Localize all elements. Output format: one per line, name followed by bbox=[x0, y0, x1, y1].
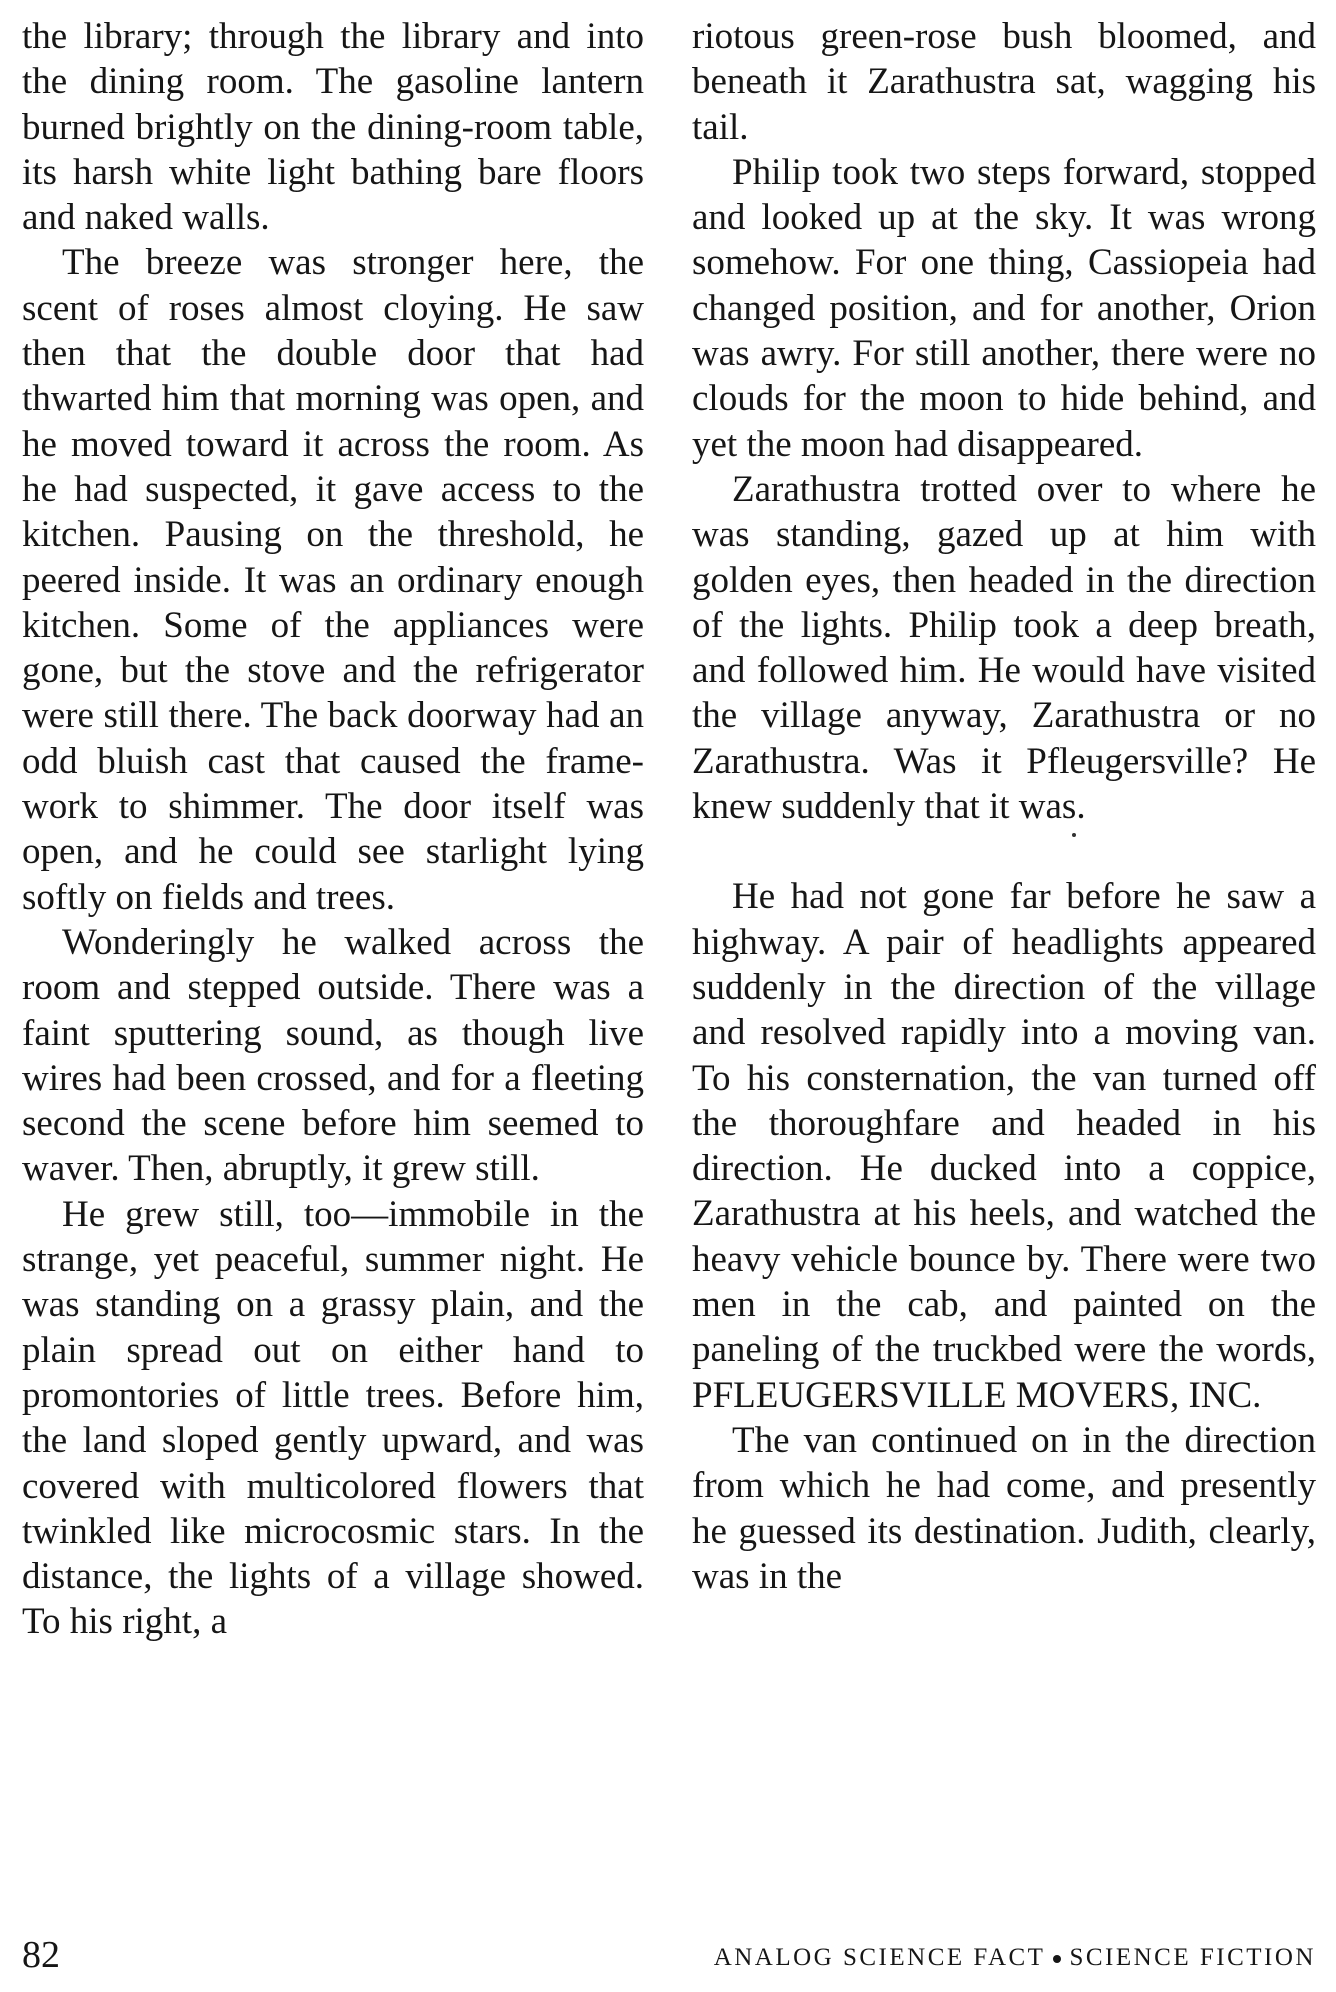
page-footer bbox=[22, 1930, 1316, 1980]
section-break-dot bbox=[1072, 833, 1076, 837]
paragraph: He grew still, too—immobile in the strange, yet peaceful, summer night. He was standing on a grassy plain, and the plain spread out on either hand to promontories of little trees. Before him, the land sloped gently upward, and was covered with multicolored flowers that twinkled like microcosmic stars. In the distance, the lights of a village showed. To his right, a bbox=[22, 1193, 644, 1643]
magazine-title-left: ANALOG SCIENCE FACT bbox=[713, 1944, 1046, 1971]
paragraph: He had not gone far before he saw a highway. A pair of headlights appeared suddenly in the direction of the village and resolved rapidly into a moving van. To his consternation, the van turned off the thoroughfare and headed in his direction. He ducked into a coppice, Zarathustra at his heels, and watched the heavy vehicle bounce by. There were two men in the cab, and painted on the paneling of the truckbed were the words, PFLEUGERSVILLE MOVERS, INC. bbox=[692, 876, 1316, 1416]
paragraph: the library; through the library and into the dining room. The gasoline lantern burned brightly on the dining-room table, its harsh white light bathing bare floors and naked walls. bbox=[22, 16, 644, 239]
running-footer bbox=[714, 1938, 1316, 1978]
page-number: 82 bbox=[22, 1934, 60, 1976]
paragraph: riotous green-rose bush bloomed, and beneath it Zarathustra sat, wagging his tail. bbox=[692, 16, 1316, 148]
paragraph: Wonderingly he walked across the room and stepped outside. There was a faint sputtering sound, as though live wires had been crossed, and for a fleeting second the scene before him seemed to waver. Then, abruptly, it grew still. bbox=[22, 921, 644, 1190]
paragraph: The van continued on in the direction from which he had come, and presently he guessed its destination. Judith, clearly, was in the bbox=[692, 1419, 1316, 1597]
magazine-title-right: SCIENCE FICTION bbox=[1069, 1944, 1316, 1971]
section-break bbox=[692, 829, 1316, 874]
right-column bbox=[692, 14, 1316, 1599]
paragraph: Zarathustra trotted over to where he was standing, gazed up at him with golden eyes, then headed in the direction of the lights. Philip took a deep breath, and followed him. He would have visited the village anyway, Zarathustra or no Zarathustra. Was it Pfleugersville? He knew suddenly that it was. bbox=[692, 468, 1316, 828]
paragraph: The breeze was stronger here, the scent of roses almost cloying. He saw then that the double door that had thwarted him that morning was open, and he moved toward it across the room. As he had suspected, it gave access to the kitchen. Pausing on the threshold, he peered inside. It was an ordinary enough kitchen. Some of the appliances were gone, but the stove and the refrigerator were still there. The back doorway had an odd bluish cast that caused the framework to shimmer. The door itself was open, and he could see starlight lying softly on fields and trees. bbox=[22, 242, 644, 918]
left-column bbox=[22, 14, 644, 1645]
bullet-separator-icon bbox=[1053, 1955, 1061, 1963]
paragraph: Philip took two steps forward, stopped and looked up at the sky. It was wrong somehow. For one thing, Cassiopeia had changed position, and for another, Orion was awry. For still another, there were no clouds for the moon to hide behind, and yet the moon had disappeared. bbox=[692, 151, 1316, 465]
